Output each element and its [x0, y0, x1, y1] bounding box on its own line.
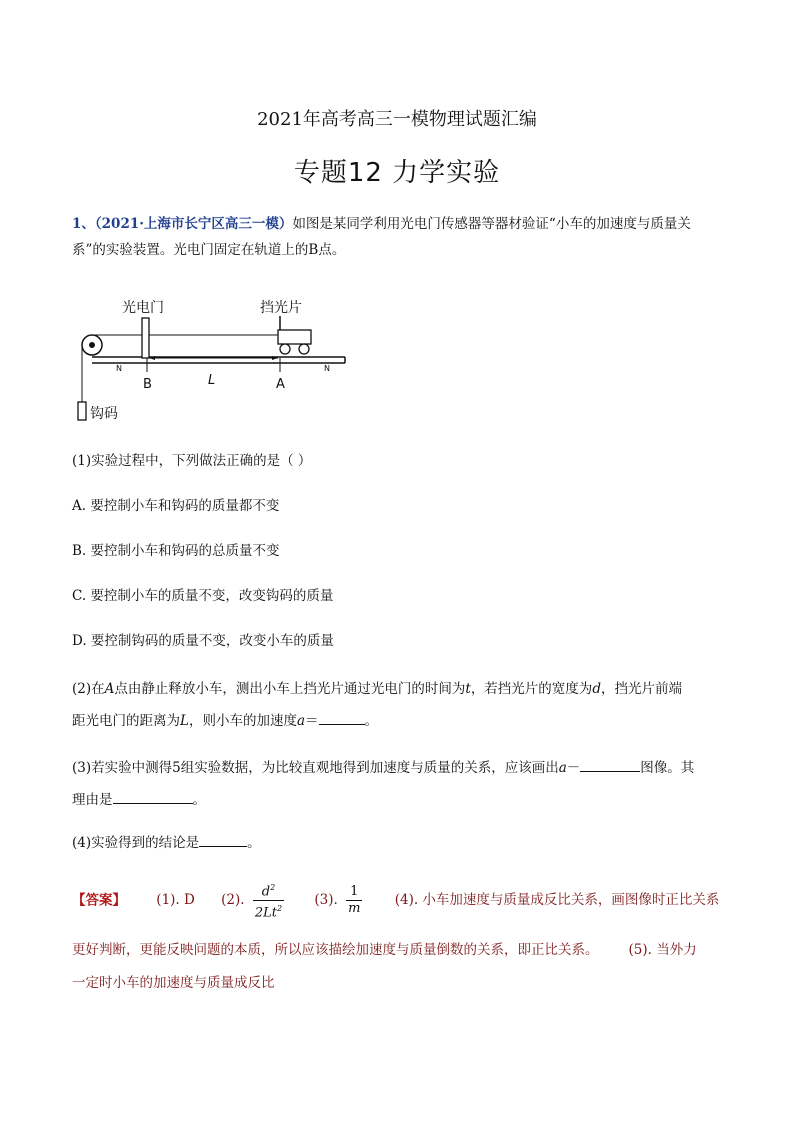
sub4-text: (4)实验得到的结论是	[72, 835, 200, 851]
pulley-axle	[89, 342, 95, 348]
option-b: B. 要控制小车和钩码的总质量不变	[72, 543, 280, 559]
sub2-text: ，若挡光片的宽度为	[470, 681, 593, 697]
answer-line-3: 一定时小车的加速度与质量成反比	[72, 975, 275, 991]
cart-wheel-right	[299, 344, 309, 354]
answer-section	[72, 880, 724, 922]
sub-question-1: (1)实验过程中，下列做法正确的是（ ）	[72, 453, 312, 469]
option-d: D. 要控制钩码的质量不变，改变小车的质量	[72, 633, 334, 649]
photogate-label: 光电门	[122, 300, 164, 316]
question-source: （2021·上海市长宁区高三一模）	[94, 216, 293, 232]
sub2-text: ，挡光片前端	[600, 681, 682, 697]
answer-tag: 【答案】	[72, 892, 126, 909]
sub-question-4	[72, 830, 724, 856]
point-a-label: A	[276, 377, 285, 392]
answer-2-denominator: 2Lt	[254, 905, 277, 921]
answer-2-num-exp: 2	[270, 883, 276, 892]
var-d: d	[592, 681, 601, 697]
weight	[78, 402, 86, 420]
document-header: 2021年高考高三一模物理试题汇编	[257, 109, 537, 130]
sub3-text: 图像。其	[640, 760, 695, 776]
photogate	[142, 318, 149, 358]
var-accel: a	[558, 760, 567, 776]
var-a-point: A	[104, 681, 115, 697]
point-b-label: B	[143, 377, 152, 392]
sub2-text: 距光电门的距离为	[72, 713, 180, 729]
sub3-text: (3)若实验中测得5组实验数据，为比较直观地得到加速度与质量的关系，应该画出	[72, 760, 559, 776]
var-l: L	[180, 713, 189, 729]
sub-question-3	[72, 752, 724, 816]
dash: －	[566, 760, 581, 776]
sub2-text: ，则小车的加速度	[188, 713, 297, 729]
answer-5: (5). 当外力	[628, 942, 697, 958]
answer-blank-2[interactable]	[319, 710, 365, 725]
intro-line-2: 系”的实验装置。光电门固定在轨道上的B点。	[72, 242, 346, 258]
answer-2-label: (2).	[221, 892, 245, 909]
distance-l-label: L	[208, 373, 216, 388]
answer-4: (4). 小车加速度与质量成反比关系，画图像时正比关系	[394, 892, 720, 909]
support-right: N	[324, 364, 330, 373]
var-accel: a	[296, 713, 306, 729]
question-intro	[72, 211, 724, 263]
answer-line-2	[72, 937, 724, 963]
sub-question-2	[72, 673, 724, 737]
topic-title: 专题12 力学实验	[293, 158, 501, 188]
answer-2-den-exp: 2	[276, 904, 283, 914]
sub3-end: 。	[192, 792, 206, 808]
sub3-text: 理由是	[72, 792, 113, 808]
answer-3-denominator: m	[348, 901, 361, 917]
answer-blank-4[interactable]	[199, 832, 247, 847]
question-number: 1、	[72, 216, 95, 232]
option-c: C. 要控制小车的质量不变，改变钩码的质量	[72, 588, 334, 604]
sub4-end: 。	[247, 835, 261, 851]
answer-3-fraction	[346, 884, 362, 917]
var-t: t	[465, 681, 471, 697]
shade-label: 挡光片	[260, 300, 302, 316]
answer-blank-3b[interactable]	[113, 789, 193, 804]
answer-2-fraction	[253, 880, 284, 922]
sub2-text: 点由静止释放小车，测出小车上挡光片通过光电门的时间为	[114, 681, 466, 697]
cart-wheel-left	[280, 344, 290, 354]
weight-label: 钩码	[90, 406, 118, 422]
experiment-apparatus-figure	[70, 290, 360, 425]
answer-3-label: (3).	[314, 892, 338, 909]
cart	[278, 330, 311, 344]
answer-1: (1). D	[156, 892, 195, 909]
answer-blank-3a[interactable]	[580, 757, 640, 772]
sub2-end: 。	[364, 713, 379, 729]
option-a: A. 要控制小车和钩码的质量都不变	[72, 498, 280, 514]
answer-2-numerator: d	[261, 884, 271, 900]
sub2-text: (2)在	[72, 681, 105, 697]
intro-line-1: 如图是某同学利用光电门传感器等器材验证“小车的加速度与质量关	[292, 216, 691, 232]
equals-sign: ＝	[305, 713, 319, 729]
answer-4-cont: 更好判断，更能反映问题的本质，所以应该描绘加速度与质量倒数的关系，即正比关系。	[72, 942, 599, 958]
answer-3-numerator: 1	[350, 884, 359, 900]
support-left: N	[116, 364, 122, 373]
